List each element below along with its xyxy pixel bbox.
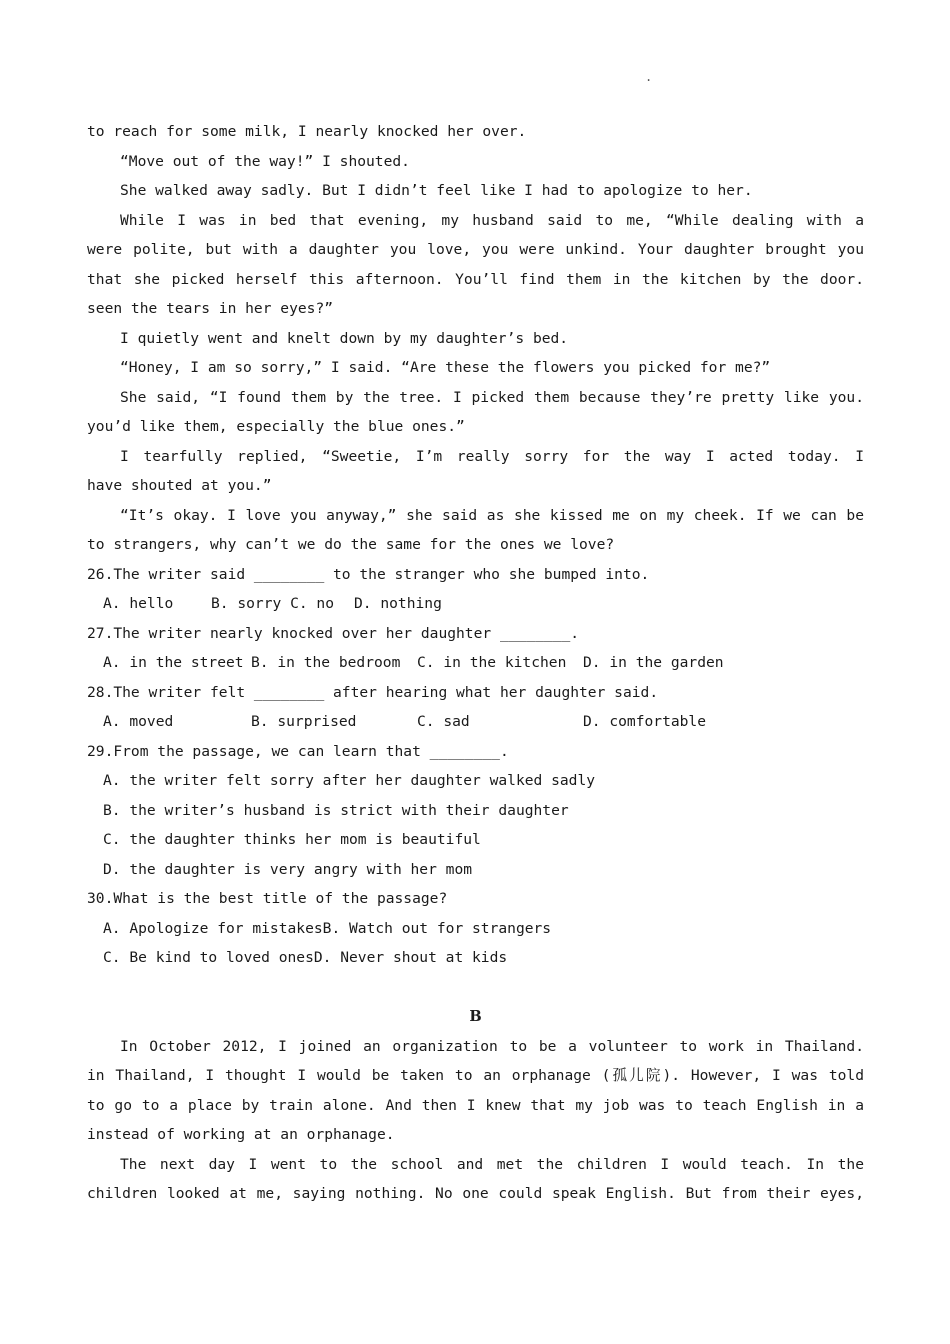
passage-a-line: to reach for some milk, I nearly knocked her over. [87, 123, 527, 140]
question-options [87, 766, 864, 796]
option-a: A. moved [103, 713, 174, 730]
question-options [87, 589, 864, 619]
option-a: D. the daughter is very angry with her mom [103, 860, 473, 878]
passage-a-line: I tearfully replied, “Sweetie, I’m really sorry for the way I acted today. I [120, 447, 864, 465]
passage-a-line: I quietly went and knelt down by my daughter’s bed. [120, 329, 569, 347]
passage-a-line: “It’s okay. I love you anyway,” she said as she kissed me on my cheek. If we can be [120, 506, 864, 524]
passage-a-line: that she picked herself this afternoon. You’ll find them in the kitchen by the door. [87, 270, 864, 288]
section-b-title: B [469, 1008, 482, 1025]
passage-a-line: were polite, but with a daughter you love, you were unkind. Your daughter brought you [87, 241, 864, 258]
passage-b-line: instead of working at an orphanage. [87, 1126, 395, 1143]
option-a: A. in the street [103, 654, 244, 671]
option-c: C. sad [417, 713, 470, 730]
question-stem: 26.The writer said ________ to the stranger who she bumped into. [87, 565, 650, 583]
passage-b-line: children looked at me, saying nothing. No one could speak English. But from their eyes, [87, 1185, 864, 1202]
question-stem: 30.What is the best title of the passage? [87, 890, 448, 907]
header-mark: . [645, 70, 653, 84]
question-options [87, 943, 864, 973]
option-a: C. the daughter thinks her mom is beautiful [103, 831, 481, 848]
question-options [87, 648, 864, 678]
section-gap [87, 973, 864, 1003]
option-a: C. Be kind to loved onesD. Never shout at kids [103, 949, 508, 966]
passage-b-line: In October 2012, I joined an organization to be a volunteer to work in Thailand. [120, 1037, 864, 1055]
document-content [87, 117, 864, 1209]
passage-a-line: to strangers, why can’t we do the same for the ones we love? [87, 536, 615, 553]
passage-a-line: seen the tears in her eyes?” [87, 300, 334, 317]
passage-a-line: “Honey, I am so sorry,” I said. “Are these the flowers you picked for me?” [120, 359, 771, 376]
option-c: D. nothing [354, 595, 442, 612]
passage-a-line: “Move out of the way!” I shouted. [120, 152, 410, 170]
option-d: D. in the garden [583, 654, 724, 671]
option-a: A. hello [103, 595, 174, 612]
question-stem: 29.From the passage, we can learn that ________. [87, 742, 509, 760]
question-stem: 28.The writer felt ________ after hearing what her daughter said. [87, 683, 659, 701]
passage-a-line: have shouted at you.” [87, 477, 272, 494]
passage-a-line: you’d like them, especially the blue ones.” [87, 418, 465, 435]
option-a: A. the writer felt sorry after her daughter walked sadly [103, 772, 596, 789]
passage-a-line: She walked away sadly. But I didn’t feel like I had to apologize to her. [120, 182, 753, 199]
question-options [87, 707, 864, 737]
option-b: B. surprised [251, 713, 357, 730]
question-options [87, 825, 864, 855]
option-d: D. comfortable [583, 713, 707, 730]
passage-b-line: to go to a place by train alone. And then I knew that my job was to teach English in a [87, 1096, 864, 1114]
question-options [87, 855, 864, 885]
question-options [87, 914, 864, 944]
passage-a-line: She said, “I found them by the tree. I picked them because they’re pretty like you. [120, 388, 864, 406]
passage-b-line: in Thailand, I thought I would be taken to an orphanage (孤儿院). However, I was told [87, 1067, 864, 1084]
option-a: B. the writer’s husband is strict with their daughter [103, 801, 569, 819]
option-a: A. Apologize for mistakesB. Watch out for strangers [103, 919, 552, 937]
option-b: B. in the bedroom [251, 654, 401, 671]
option-c: C. in the kitchen [417, 654, 567, 671]
passage-a-line: While I was in bed that evening, my husband said to me, “While dealing with a [120, 211, 864, 229]
option-b: B. sorry C. no [211, 595, 335, 612]
question-options [87, 796, 864, 826]
question-stem: 27.The writer nearly knocked over her daughter ________. [87, 624, 580, 642]
passage-b-line: The next day I went to the school and met the children I would teach. In the [120, 1155, 864, 1173]
